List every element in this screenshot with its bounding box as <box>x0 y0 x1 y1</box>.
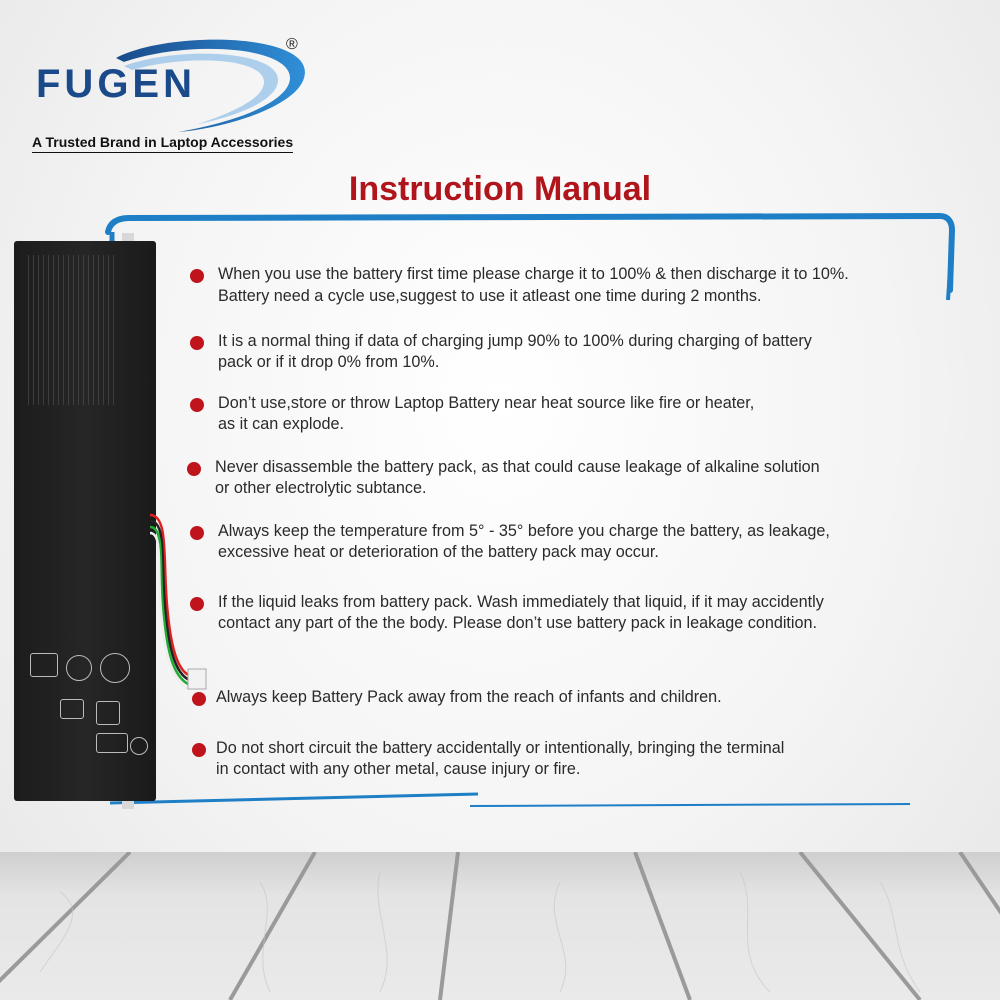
bullet-dot-icon <box>190 597 204 611</box>
bullet-dot-icon <box>192 692 206 706</box>
instruction-line: in contact with any other metal, cause injury or fire. <box>216 760 581 778</box>
instruction-line: Do not short circuit the battery accidentally or intentionally, bringing the terminal <box>216 739 785 757</box>
instruction-line: as it can explode. <box>218 415 344 433</box>
instruction-line: Battery need a cycle use,suggest to use it atleast one time during 2 months. <box>218 287 762 305</box>
bullet-dot-icon <box>190 398 204 412</box>
instruction-line: Always keep Battery Pack away from the reach of infants and children. <box>216 688 722 706</box>
instruction-line: excessive heat or deterioration of the battery pack may occur. <box>218 543 659 561</box>
brand-logo <box>28 36 328 156</box>
instruction-line: It is a normal thing if data of charging jump 90% to 100% during charging of battery <box>218 332 812 350</box>
instruction-line: Never disassemble the battery pack, as that could cause leakage of alkaline solution <box>215 458 820 476</box>
brand-tagline: A Trusted Brand in Laptop Accessories <box>32 134 293 153</box>
bullet-dot-icon <box>190 336 204 350</box>
bullet-dot-icon <box>187 462 201 476</box>
bullet-dot-icon <box>192 743 206 757</box>
instruction-line: Don’t use,store or throw Laptop Battery near heat source like fire or heater, <box>218 394 755 412</box>
instruction-line: pack or if it drop 0% from 10%. <box>218 353 440 371</box>
battery-certification-marks <box>30 653 148 793</box>
instruction-line: When you use the battery first time please charge it to 100% & then discharge it to 10%. <box>218 265 849 283</box>
bullet-dot-icon <box>190 526 204 540</box>
instruction-line: or other electrolytic subtance. <box>215 479 427 497</box>
wood-floor-background <box>0 852 1000 1000</box>
brand-name: FUGEN <box>36 62 196 106</box>
instruction-line: contact any part of the the body. Please don’t use battery pack in leakage condition. <box>218 614 818 632</box>
battery-image <box>14 241 156 801</box>
instruction-line: Always keep the temperature from 5° - 35° before you charge the battery, as leakage, <box>218 522 830 540</box>
registered-mark: ® <box>286 36 298 53</box>
page-title: Instruction Manual <box>348 170 652 208</box>
instruction-line: If the liquid leaks from battery pack. Wash immediately that liquid, if it may accidently <box>218 593 824 611</box>
bullet-dot-icon <box>190 269 204 283</box>
floor-planks <box>0 852 1000 1000</box>
